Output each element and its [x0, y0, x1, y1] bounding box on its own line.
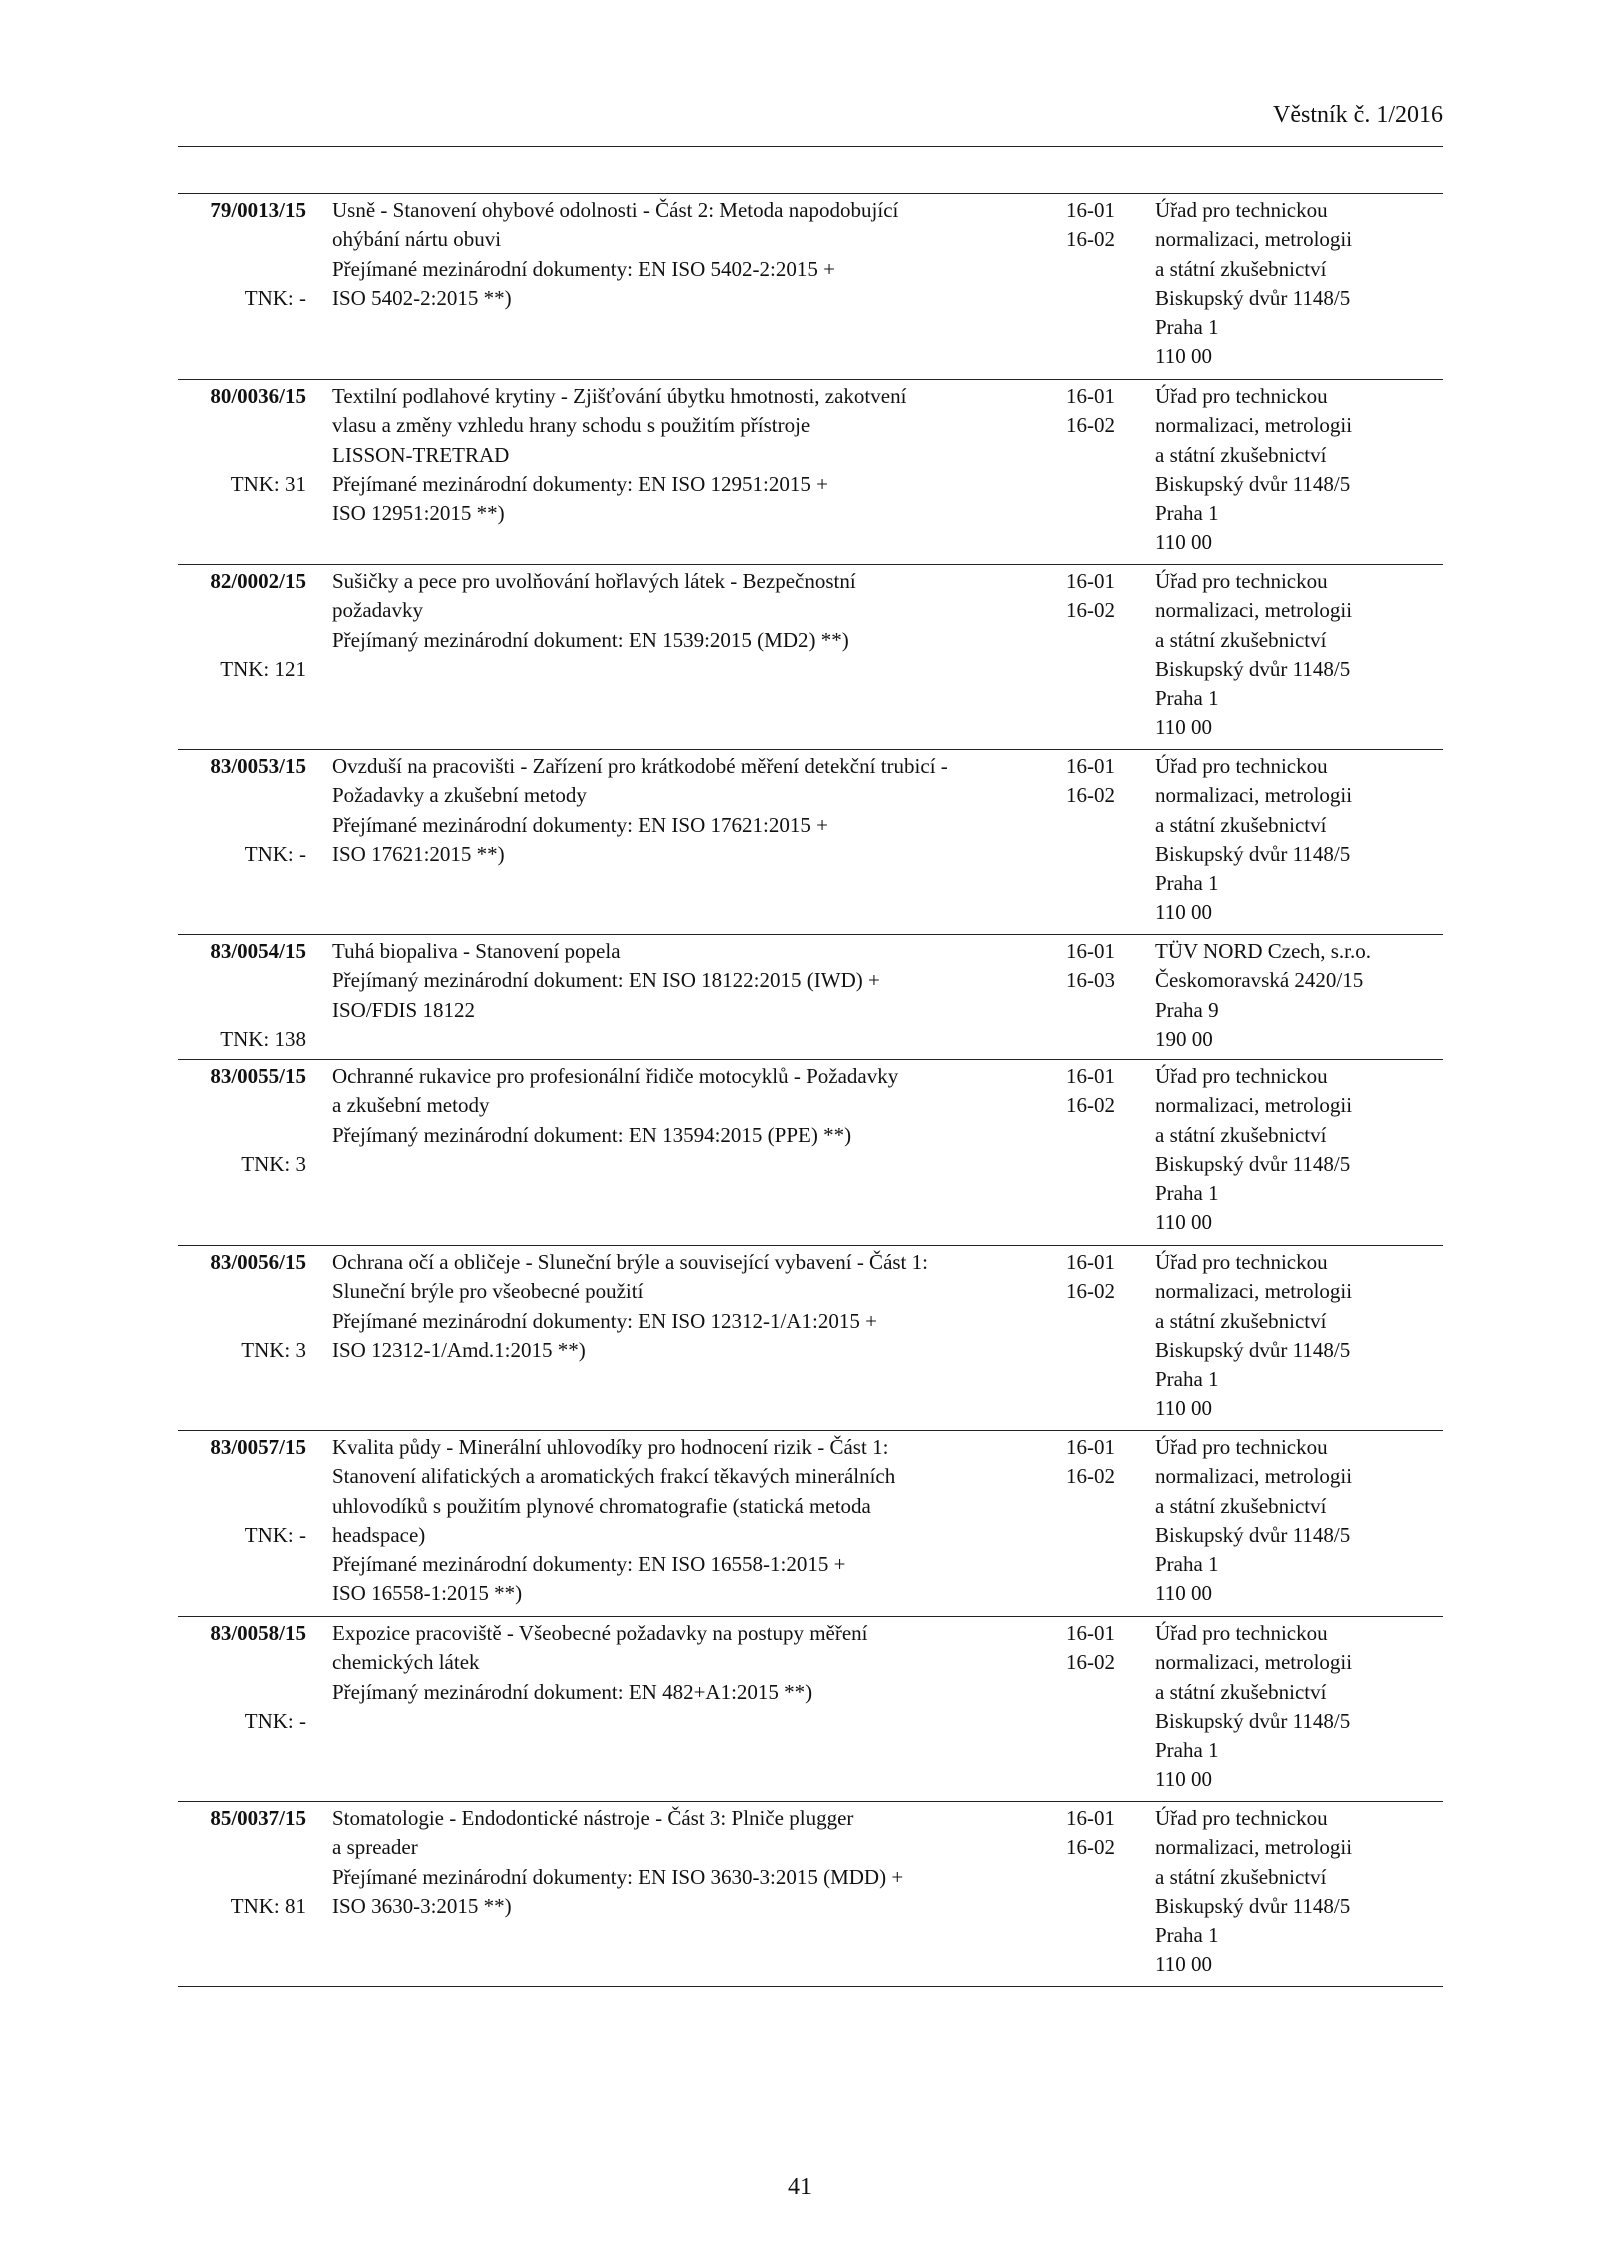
- record-organization-line: normalizaci, metrologii: [1155, 783, 1353, 808]
- record-description-line: Ovzduší na pracovišti - Zařízení pro krátkodobé měření detekční trubicí -: [332, 754, 948, 778]
- record-description: [332, 1433, 1032, 1609]
- record-row: [178, 1617, 1443, 1802]
- record-organization-line: Českomoravská 2420/15: [1155, 968, 1364, 993]
- record-description: [332, 1248, 1032, 1365]
- record-codes: [1066, 1619, 1136, 1678]
- record-number: 79/0013/15: [210, 198, 306, 222]
- record-organization-line: Biskupský dvůr 1148/5: [1155, 1337, 1351, 1362]
- record-description-line: Textilní podlahové krytiny - Zjišťování úbytku hmotnosti, zakotvení: [332, 384, 907, 408]
- record-description-line: vlasu a změny vzhledu hrany schodu s použitím přístroje: [332, 413, 811, 438]
- record-description-line: Přejímané mezinárodní dokumenty: EN ISO 3630-3:2015 (MDD) +: [332, 1864, 904, 1889]
- record-organization-line: Praha 1: [1155, 1552, 1219, 1577]
- record-number: 83/0057/15: [210, 1435, 306, 1459]
- record-row: [178, 1431, 1443, 1617]
- record-description-line: a zkušební metody: [332, 1093, 490, 1118]
- record-description-line: Usně - Stanovení ohybové odolnosti - Část 2: Metoda napodobující: [332, 198, 899, 222]
- record-description-line: ISO 3630-3:2015 **): [332, 1893, 512, 1918]
- record-row: [178, 380, 1443, 565]
- record-organization-line: Biskupský dvůr 1148/5: [1155, 656, 1351, 681]
- record-description-line: Stomatologie - Endodontické nástroje - Část 3: Plniče plugger: [332, 1806, 854, 1830]
- record-organization: [1155, 382, 1443, 558]
- record-row: [178, 935, 1443, 1060]
- record-organization-line: 110 00: [1155, 715, 1212, 740]
- record-description: [332, 1804, 1032, 1921]
- record-description: [332, 752, 1032, 869]
- record-codes: [1066, 1062, 1136, 1121]
- record-organization-line: a státní zkušebnictví: [1155, 1493, 1327, 1518]
- record-organization-line: normalizaci, metrologii: [1155, 1835, 1353, 1860]
- record-description: [332, 382, 1032, 528]
- record-tnk: TNK: 81: [230, 1893, 306, 1918]
- record-organization: [1155, 196, 1443, 372]
- record-organization-line: normalizaci, metrologii: [1155, 1650, 1353, 1675]
- record-row: [178, 1246, 1443, 1431]
- record-codes-line: 16-02: [1066, 1093, 1115, 1118]
- record-description-line: Přejímané mezinárodní dokumenty: EN ISO 12951:2015 +: [332, 471, 828, 496]
- record-description-line: ISO/FDIS 18122: [332, 997, 475, 1022]
- record-organization-line: Úřad pro technickou: [1155, 754, 1328, 778]
- record-description-line: Požadavky a zkušební metody: [332, 783, 587, 808]
- record-description-line: Expozice pracoviště - Všeobecné požadavky na postupy měření: [332, 1621, 868, 1645]
- record-description-line: ISO 12312-1/Amd.1:2015 **): [332, 1337, 586, 1362]
- record-description-line: Přejímaný mezinárodní dokument: EN 13594:2015 (PPE) **): [332, 1122, 852, 1147]
- record-organization-line: 110 00: [1155, 900, 1212, 925]
- record-codes-line: 16-02: [1066, 598, 1115, 623]
- record-tnk: TNK: -: [244, 285, 306, 310]
- record-description-line: Sušičky a pece pro uvolňování hořlavých látek - Bezpečnostní: [332, 569, 856, 593]
- record-organization-line: Úřad pro technickou: [1155, 384, 1328, 408]
- record-description-line: Kvalita půdy - Minerální uhlovodíky pro hodnocení rizik - Část 1:: [332, 1435, 889, 1459]
- record-description-line: Ochrana očí a obličeje - Sluneční brýle a související vybavení - Část 1:: [332, 1250, 928, 1274]
- record-organization-line: 110 00: [1155, 344, 1212, 369]
- record-organization-line: a státní zkušebnictví: [1155, 812, 1327, 837]
- record-organization-line: Praha 1: [1155, 1367, 1219, 1392]
- record-description-line: a spreader: [332, 1835, 418, 1860]
- record-description: [332, 937, 1032, 1025]
- record-description: [332, 567, 1032, 655]
- record-codes-line: 16-02: [1066, 1650, 1115, 1675]
- record-organization-line: Biskupský dvůr 1148/5: [1155, 471, 1351, 496]
- record-description-line: chemických látek: [332, 1650, 480, 1675]
- record-organization-line: Úřad pro technickou: [1155, 1250, 1328, 1274]
- record-organization-line: Praha 1: [1155, 871, 1219, 896]
- record-codes: [1066, 1433, 1136, 1492]
- record-organization-line: normalizaci, metrologii: [1155, 1093, 1353, 1118]
- record-organization-line: a státní zkušebnictví: [1155, 1122, 1327, 1147]
- record-codes-line: 16-01: [1066, 1621, 1115, 1645]
- record-codes-line: 16-03: [1066, 968, 1115, 993]
- page-header-title: Věstník č. 1/2016: [1273, 102, 1443, 128]
- record-organization-line: a státní zkušebnictví: [1155, 1679, 1327, 1704]
- record-tnk: TNK: 121: [220, 656, 306, 681]
- record-tnk: TNK: 31: [230, 471, 306, 496]
- record-codes-line: 16-01: [1066, 1806, 1115, 1830]
- record-codes: [1066, 382, 1136, 441]
- record-organization-line: Biskupský dvůr 1148/5: [1155, 1522, 1351, 1547]
- record-organization: [1155, 1804, 1443, 1980]
- record-description-line: Přejímané mezinárodní dokumenty: EN ISO 12312-1/A1:2015 +: [332, 1308, 877, 1333]
- record-organization-line: a státní zkušebnictví: [1155, 1864, 1327, 1889]
- record-organization: [1155, 1433, 1443, 1609]
- record-codes-line: 16-01: [1066, 1435, 1115, 1459]
- records-table: [178, 193, 1443, 1987]
- record-codes-line: 16-02: [1066, 1464, 1115, 1489]
- record-organization-line: a státní zkušebnictví: [1155, 627, 1327, 652]
- record-tnk: TNK: -: [244, 1708, 306, 1733]
- record-description-line: Sluneční brýle pro všeobecné použití: [332, 1279, 644, 1304]
- record-description-line: ISO 17621:2015 **): [332, 841, 505, 866]
- record-organization-line: Praha 1: [1155, 1738, 1219, 1763]
- record-organization-line: Biskupský dvůr 1148/5: [1155, 841, 1351, 866]
- record-tnk: TNK: 138: [220, 1026, 306, 1051]
- record-tnk: TNK: 3: [241, 1337, 306, 1362]
- record-codes-line: 16-02: [1066, 413, 1115, 438]
- record-organization-line: a státní zkušebnictví: [1155, 256, 1327, 281]
- record-organization-line: Praha 1: [1155, 315, 1219, 340]
- record-organization: [1155, 1619, 1443, 1795]
- record-codes: [1066, 752, 1136, 811]
- record-number: 83/0053/15: [210, 754, 306, 778]
- record-codes: [1066, 567, 1136, 626]
- record-organization-line: normalizaci, metrologii: [1155, 1279, 1353, 1304]
- record-organization-line: 110 00: [1155, 1952, 1212, 1977]
- record-description-line: Přejímané mezinárodní dokumenty: EN ISO 16558-1:2015 +: [332, 1552, 846, 1577]
- record-organization: [1155, 567, 1443, 743]
- record-organization-line: 110 00: [1155, 530, 1212, 555]
- record-organization-line: Úřad pro technickou: [1155, 198, 1328, 222]
- record-organization-line: Úřad pro technickou: [1155, 1806, 1328, 1830]
- record-number: 83/0055/15: [210, 1064, 306, 1088]
- record-organization-line: normalizaci, metrologii: [1155, 227, 1353, 252]
- record-number: 80/0036/15: [210, 384, 306, 408]
- record-number: 83/0056/15: [210, 1250, 306, 1274]
- record-tnk: TNK: 3: [241, 1151, 306, 1176]
- record-codes: [1066, 1804, 1136, 1863]
- record-organization-line: 110 00: [1155, 1210, 1212, 1235]
- record-description-line: Přejímaný mezinárodní dokument: EN ISO 18122:2015 (IWD) +: [332, 968, 880, 993]
- record-row: [178, 194, 1443, 380]
- record-codes-line: 16-02: [1066, 783, 1115, 808]
- record-description-line: Tuhá biopaliva - Stanovení popela: [332, 939, 621, 963]
- record-organization-line: 190 00: [1155, 1026, 1213, 1051]
- record-description-line: ohýbání nártu obuvi: [332, 227, 502, 252]
- record-organization-line: Praha 1: [1155, 1181, 1219, 1206]
- record-organization: [1155, 937, 1443, 1054]
- record-description: [332, 196, 1032, 313]
- record-description-line: Přejímaný mezinárodní dokument: EN 482+A1:2015 **): [332, 1679, 813, 1704]
- record-number: 82/0002/15: [210, 569, 306, 593]
- record-codes-line: 16-01: [1066, 1250, 1115, 1274]
- record-description: [332, 1062, 1032, 1150]
- record-description-line: ISO 12951:2015 **): [332, 501, 505, 526]
- record-description-line: Stanovení alifatických a aromatických frakcí těkavých minerálních: [332, 1464, 896, 1489]
- record-description-line: uhlovodíků s použitím plynové chromatografie (statická metoda: [332, 1493, 871, 1518]
- record-organization-line: Úřad pro technickou: [1155, 1435, 1328, 1459]
- record-codes-line: 16-01: [1066, 198, 1115, 222]
- record-organization-line: Biskupský dvůr 1148/5: [1155, 1151, 1351, 1176]
- record-organization: [1155, 1062, 1443, 1238]
- record-organization-line: Praha 9: [1155, 997, 1219, 1022]
- record-tnk: TNK: -: [244, 841, 306, 866]
- record-row: [178, 1060, 1443, 1246]
- record-description-line: ISO 16558-1:2015 **): [332, 1581, 523, 1606]
- record-organization-line: a státní zkušebnictví: [1155, 1308, 1327, 1333]
- record-description-line: LISSON-TRETRAD: [332, 442, 510, 467]
- header-divider: [178, 146, 1443, 147]
- record-organization-line: Praha 1: [1155, 501, 1219, 526]
- record-codes: [1066, 1248, 1136, 1307]
- record-organization-line: Úřad pro technickou: [1155, 569, 1328, 593]
- record-codes-line: 16-01: [1066, 569, 1115, 593]
- record-description-line: Ochranné rukavice pro profesionální řidiče motocyklů - Požadavky: [332, 1064, 899, 1088]
- record-organization-line: Úřad pro technickou: [1155, 1064, 1328, 1088]
- record-organization-line: Biskupský dvůr 1148/5: [1155, 1708, 1351, 1733]
- record-description-line: požadavky: [332, 598, 423, 623]
- record-description: [332, 1619, 1032, 1707]
- record-description-line: Přejímané mezinárodní dokumenty: EN ISO 17621:2015 +: [332, 812, 828, 837]
- record-organization-line: normalizaci, metrologii: [1155, 598, 1353, 623]
- record-codes-line: 16-02: [1066, 1279, 1115, 1304]
- record-organization-line: 110 00: [1155, 1396, 1212, 1421]
- record-organization-line: TÜV NORD Czech, s.r.o.: [1155, 939, 1372, 963]
- record-organization-line: 110 00: [1155, 1581, 1212, 1606]
- record-organization-line: a státní zkušebnictví: [1155, 442, 1327, 467]
- record-organization-line: Praha 1: [1155, 686, 1219, 711]
- record-codes-line: 16-01: [1066, 1064, 1115, 1088]
- record-number: 83/0054/15: [210, 939, 306, 963]
- record-organization: [1155, 1248, 1443, 1424]
- record-organization-line: Úřad pro technickou: [1155, 1621, 1328, 1645]
- record-organization-line: Praha 1: [1155, 1923, 1219, 1948]
- record-row: [178, 1802, 1443, 1987]
- record-organization-line: normalizaci, metrologii: [1155, 1464, 1353, 1489]
- record-codes-line: 16-02: [1066, 227, 1115, 252]
- record-organization-line: normalizaci, metrologii: [1155, 413, 1353, 438]
- record-number: 85/0037/15: [210, 1806, 306, 1830]
- record-codes-line: 16-01: [1066, 384, 1115, 408]
- record-row: [178, 750, 1443, 935]
- record-description-line: ISO 5402-2:2015 **): [332, 285, 512, 310]
- record-organization-line: 110 00: [1155, 1767, 1212, 1792]
- record-codes: [1066, 937, 1136, 996]
- record-tnk: TNK: -: [244, 1522, 306, 1547]
- record-codes-line: 16-02: [1066, 1835, 1115, 1860]
- record-organization-line: Biskupský dvůr 1148/5: [1155, 1893, 1351, 1918]
- record-codes-line: 16-01: [1066, 939, 1115, 963]
- page-number: 41: [788, 2174, 812, 2200]
- record-organization: [1155, 752, 1443, 928]
- record-description-line: Přejímaný mezinárodní dokument: EN 1539:2015 (MD2) **): [332, 627, 849, 652]
- record-description-line: headspace): [332, 1522, 426, 1547]
- record-organization-line: Biskupský dvůr 1148/5: [1155, 285, 1351, 310]
- record-codes-line: 16-01: [1066, 754, 1115, 778]
- record-codes: [1066, 196, 1136, 255]
- record-row: [178, 565, 1443, 750]
- record-description-line: Přejímané mezinárodní dokumenty: EN ISO 5402-2:2015 +: [332, 256, 835, 281]
- record-number: 83/0058/15: [210, 1621, 306, 1645]
